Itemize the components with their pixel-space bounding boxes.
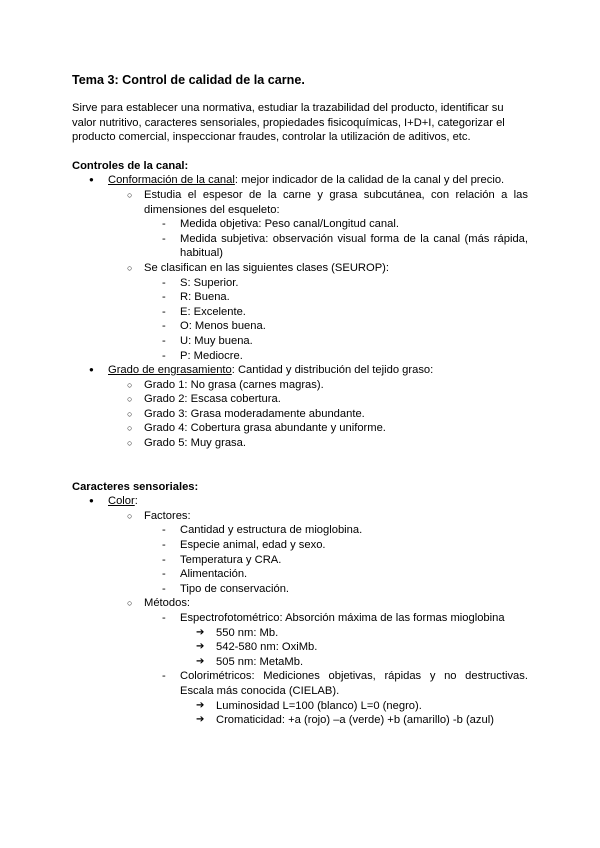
espectro-text: Espectrofotométrico: Absorción máxima de las formas mioglobina	[180, 612, 505, 624]
metodos-list	[144, 611, 528, 728]
term-engrasamiento: Grado de engrasamiento	[108, 364, 232, 377]
list-item: ○ Grado 1: No grasa (carnes magras).	[108, 378, 528, 393]
section-heading-sensoriales: Caracteres sensoriales:	[72, 480, 199, 493]
canal-list	[72, 173, 528, 450]
list-item: - Medida subjetiva: observación visual forma de la canal (más rápida, habitual)	[144, 232, 528, 261]
espectro-list	[180, 626, 528, 670]
list-item	[108, 261, 528, 363]
intro-paragraph: Sirve para establecer una normativa, estudiar la trazabilidad del producto, identificar su valor nutritivo, caracteres sensoriales, propiedades fisicoquímicas, I+D+I, categorizar el producto comercial, inspeccionar fraudes, controlar la utilización de aditivos, etc.	[72, 102, 505, 144]
list-item-conformacion	[72, 173, 528, 363]
list-item: ➔ 542-580 nm: OxiMb.	[180, 640, 528, 655]
factores-label: Factores:	[144, 509, 191, 522]
list-item	[108, 188, 528, 261]
list-item: ➔ 505 nm: MetaMb.	[180, 655, 528, 670]
color-colon: :	[134, 495, 138, 508]
list-item: - Alimentación.	[144, 567, 528, 582]
list-item: ➔ Cromaticidad: +a (rojo) –a (verde) +b (amarillo) -b (azul)	[180, 713, 528, 728]
list-item-colorimetricos	[144, 669, 528, 727]
list-item: ○ Grado 4: Cobertura grasa abundante y uniforme.	[108, 421, 528, 436]
page-title: Tema 3: Control de calidad de la carne.	[72, 73, 305, 87]
medidas-list	[144, 217, 528, 261]
colorimetricos-list	[180, 699, 528, 728]
list-item: ➔ 550 nm: Mb.	[180, 626, 528, 641]
engrasamiento-desc: : Cantidad y distribución del tejido graso:	[231, 364, 434, 377]
colorimetricos-text: Colorimétricos: Mediciones objetivas, rápidas y no destructivas. Escala más conocida (CIELAB).	[180, 670, 528, 697]
list-item-factores	[108, 509, 528, 597]
list-item: - Especie animal, edad y sexo.	[144, 538, 528, 553]
term-color: Color	[108, 495, 135, 508]
sensoriales-list	[72, 494, 528, 728]
espesor-text: Estudia el espesor de la carne y grasa subcutánea, con relación a las dimensiones del esqueleto:	[144, 188, 528, 216]
list-item: ➔ Luminosidad L=100 (blanco) L=0 (negro).	[180, 699, 528, 714]
list-item: - P: Mediocre.	[144, 349, 528, 364]
metodos-label: Métodos:	[144, 597, 191, 610]
list-item: - S: Superior.	[144, 276, 528, 291]
list-item: - E: Excelente.	[144, 305, 528, 320]
list-item: - Temperatura y CRA.	[144, 553, 528, 568]
document-page	[72, 72, 528, 728]
term-conformacion: Conformación de la canal	[108, 174, 235, 187]
conformacion-sublist	[108, 188, 528, 363]
list-item: - O: Menos buena.	[144, 319, 528, 334]
color-sublist	[108, 509, 528, 728]
conformacion-desc: : mejor indicador de la calidad de la canal y del precio.	[234, 174, 505, 187]
list-item-metodos	[108, 596, 528, 727]
list-item: ○ Grado 2: Escasa cobertura.	[108, 392, 528, 407]
list-item: - U: Muy buena.	[144, 334, 528, 349]
clases-list	[144, 276, 528, 364]
list-item: - Cantidad y estructura de mioglobina.	[144, 523, 528, 538]
list-item-engrasamiento	[72, 363, 528, 451]
section-heading-canal: Controles de la canal:	[72, 159, 189, 172]
list-item: - Medida objetiva: Peso canal/Longitud canal.	[144, 217, 528, 232]
list-item-espectro	[144, 611, 528, 669]
list-item-color	[72, 494, 528, 728]
list-item: - R: Buena.	[144, 290, 528, 305]
list-item: - Tipo de conservación.	[144, 582, 528, 597]
list-item: ○ Grado 3: Grasa moderadamente abundante.	[108, 407, 528, 422]
grados-list	[108, 378, 528, 451]
factores-list	[144, 523, 528, 596]
list-item: ○ Grado 5: Muy grasa.	[108, 436, 528, 451]
clases-intro: Se clasifican en las siguientes clases (SEUROP):	[144, 261, 389, 274]
